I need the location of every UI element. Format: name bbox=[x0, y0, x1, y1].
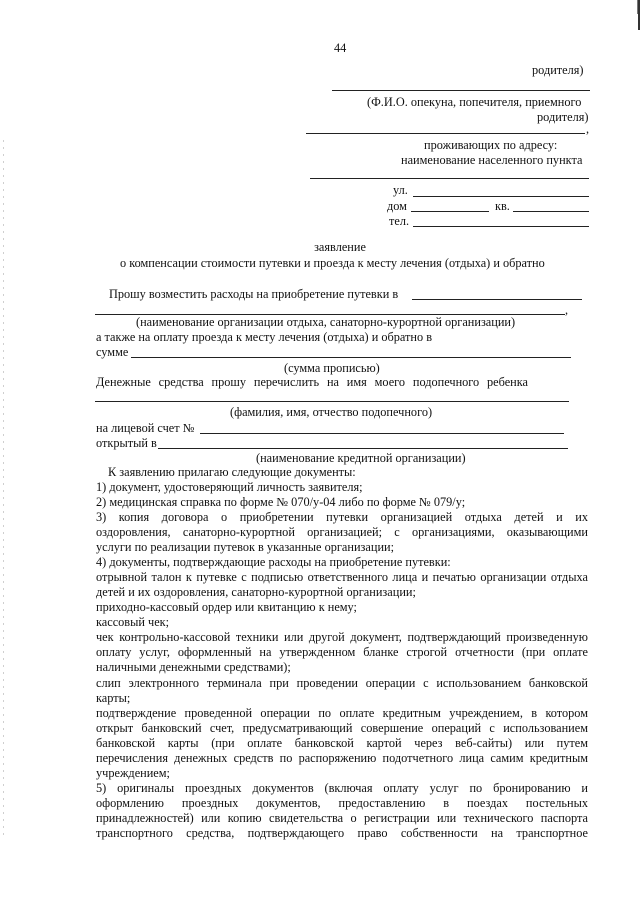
settlement-label: наименование населенного пункта bbox=[401, 153, 583, 167]
also-line: а также на оплату проезда к месту лечения (отдыха) и обратно в bbox=[96, 330, 433, 344]
name-underline bbox=[95, 401, 569, 402]
doc-item-4: 4) документы, подтверждающие расходы на приобретение путевки: bbox=[96, 555, 451, 569]
doc-item-1: 1) документ, удостоверяющий личность заявителя; bbox=[96, 480, 363, 494]
opened-label: открытый в bbox=[96, 436, 157, 450]
doc-item-8b: оплату услуг, оформленный на утвержденном бланке строгой отчетности (при оплате bbox=[96, 645, 588, 659]
page-number: 44 bbox=[334, 41, 347, 55]
org-underline-1 bbox=[412, 299, 582, 300]
account-underline bbox=[200, 433, 564, 434]
doc-item-7: кассовый чек; bbox=[96, 615, 170, 629]
doc-item-5b: детей и их оздоровления, санаторно-курортной организации; bbox=[96, 585, 416, 599]
doc-item-5a: отрывной талон к путевке с подписью ответственного лица и печатью организации отдыха bbox=[96, 570, 588, 584]
doc-item-11b: оформлению проездных документов, предоставлению в поездах постельных bbox=[96, 796, 588, 810]
phone-underline bbox=[413, 226, 589, 227]
doc-item-9b: карты; bbox=[96, 691, 131, 705]
house-underline bbox=[411, 211, 489, 212]
bank-caption: (наименование кредитной организации) bbox=[256, 451, 466, 465]
doc-item-6: приходно-кассовый ордер или квитанцию к нему; bbox=[96, 600, 357, 614]
doc-item-10a: подтверждение проведенной операции по оплате кредитным учреждением, в котором bbox=[96, 706, 588, 720]
phone-label: тел. bbox=[389, 214, 410, 228]
doc-item-3c: услуги по реализации путевок в указанные организации; bbox=[96, 540, 395, 554]
request-line: Прошу возместить расходы на приобретение путевки в bbox=[109, 287, 399, 301]
account-label: на лицевой счет № bbox=[96, 421, 195, 435]
document-title: заявление bbox=[314, 240, 366, 254]
fio-label: (Ф.И.О. опекуна, попечителя, приемного bbox=[367, 95, 582, 109]
doc-item-3a: 3) копия договора о приобретении путевки организацией отдыха детей и их bbox=[96, 510, 588, 524]
doc-item-10d: перечисления денежных средств по распоряжению подотчетного лица самим кредитным bbox=[96, 751, 588, 765]
doc-item-8a: чек контрольно-кассовой техники или другой документ, подтверждающий произведенную bbox=[96, 630, 588, 644]
doc-item-11a: 5) оригиналы проездных документов (включая оплату услуг по бронированию и bbox=[96, 781, 588, 795]
doc-item-8c: наличными денежными средствами); bbox=[96, 660, 291, 674]
house-label: дом bbox=[387, 199, 407, 213]
sum-underline bbox=[131, 357, 571, 358]
transfer-line: Денежные средства прошу перечислить на имя моего подопечного ребенка bbox=[96, 375, 528, 389]
name-caption: (фамилия, имя, отчество подопечного) bbox=[230, 405, 433, 419]
header-line1: родителя) bbox=[532, 63, 584, 77]
doc-item-10b: открыт банковский счет, предусматривающий совершение операций с использованием bbox=[96, 721, 588, 735]
fio-label-2: родителя) bbox=[537, 110, 589, 124]
doc-item-11c: принадлежностей) или копию свидетельства о регистрации или технического паспорта bbox=[96, 811, 588, 825]
doc-item-10c: банковской карты (при оплате банковской картой через веб-сайты) или путем bbox=[96, 736, 588, 750]
org-label: (наименование организации отдыха, санаторно-курортной организации) bbox=[136, 315, 516, 329]
sum-caption: (сумма прописью) bbox=[284, 361, 380, 375]
address-comma: , bbox=[586, 122, 590, 136]
street-label: ул. bbox=[393, 183, 408, 197]
org-comma: , bbox=[565, 303, 569, 317]
sum-label-text: сумме bbox=[96, 345, 129, 359]
address-underline bbox=[306, 133, 585, 134]
street-underline bbox=[413, 196, 589, 197]
doc-item-2: 2) медицинская справка по форме № 070/у-04 либо по форме № 079/у; bbox=[96, 495, 466, 509]
fio-underline bbox=[332, 90, 590, 91]
apt-underline bbox=[513, 211, 589, 212]
doc-item-3b: оздоровления, санаторно-курортной организацией; с организациями, оказывающими bbox=[96, 525, 588, 539]
apt-label: кв. bbox=[495, 199, 510, 213]
doc-item-9a: слип электронного терминала при проведении операции с использованием банковской bbox=[96, 676, 588, 690]
residing-label: проживающих по адресу: bbox=[424, 138, 558, 152]
opened-underline bbox=[158, 448, 568, 449]
scan-edge-mark-2 bbox=[637, 0, 638, 14]
docs-intro: К заявлению прилагаю следующие документы: bbox=[108, 465, 356, 479]
settlement-underline bbox=[310, 178, 589, 179]
document-subtitle: о компенсации стоимости путевки и проезда к месту лечения (отдыха) и обратно bbox=[120, 256, 545, 270]
doc-item-10e: учреждением; bbox=[96, 766, 170, 780]
doc-item-11d: транспортного средства, подтверждающего право собственности на транспортное bbox=[96, 826, 588, 840]
